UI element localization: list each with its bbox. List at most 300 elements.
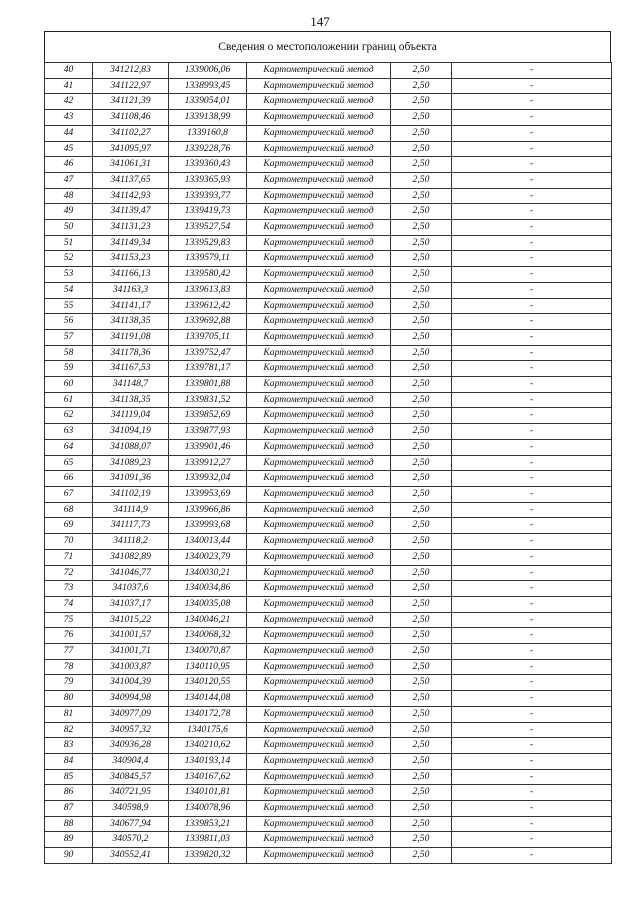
description-cell: - xyxy=(452,502,612,518)
method-cell: Картометрический метод xyxy=(247,329,391,345)
y-coordinate-cell: 1340175,6 xyxy=(169,722,247,738)
table-row xyxy=(45,785,612,801)
description-cell: - xyxy=(452,596,612,612)
point-number-cell: 57 xyxy=(45,329,93,345)
table-row xyxy=(45,738,612,754)
table-body xyxy=(45,63,612,864)
point-number-cell: 84 xyxy=(45,753,93,769)
y-coordinate-cell: 1339419,73 xyxy=(169,204,247,220)
method-cell: Картометрический метод xyxy=(247,361,391,377)
x-coordinate-cell: 341142,93 xyxy=(93,188,169,204)
table-row xyxy=(45,675,612,691)
accuracy-cell: 2,50 xyxy=(391,722,452,738)
x-coordinate-cell: 341121,39 xyxy=(93,94,169,110)
method-cell: Картометрический метод xyxy=(247,769,391,785)
y-coordinate-cell: 1339877,93 xyxy=(169,424,247,440)
table-row xyxy=(45,706,612,722)
x-coordinate-cell: 341046,77 xyxy=(93,565,169,581)
table-row xyxy=(45,832,612,848)
point-number-cell: 49 xyxy=(45,204,93,220)
table-row xyxy=(45,377,612,393)
method-cell: Картометрический метод xyxy=(247,518,391,534)
y-coordinate-cell: 1339529,83 xyxy=(169,235,247,251)
table-row xyxy=(45,659,612,675)
description-cell: - xyxy=(452,157,612,173)
accuracy-cell: 2,50 xyxy=(391,581,452,597)
x-coordinate-cell: 340677,94 xyxy=(93,816,169,832)
accuracy-cell: 2,50 xyxy=(391,675,452,691)
method-cell: Картометрический метод xyxy=(247,706,391,722)
method-cell: Картометрический метод xyxy=(247,502,391,518)
table-row xyxy=(45,502,612,518)
x-coordinate-cell: 341089,23 xyxy=(93,455,169,471)
y-coordinate-cell: 1339831,52 xyxy=(169,392,247,408)
x-coordinate-cell: 341163,3 xyxy=(93,282,169,298)
description-cell: - xyxy=(452,722,612,738)
method-cell: Картометрический метод xyxy=(247,392,391,408)
point-number-cell: 45 xyxy=(45,141,93,157)
description-cell: - xyxy=(452,172,612,188)
accuracy-cell: 2,50 xyxy=(391,188,452,204)
y-coordinate-cell: 1339752,47 xyxy=(169,345,247,361)
description-cell: - xyxy=(452,706,612,722)
point-number-cell: 82 xyxy=(45,722,93,738)
method-cell: Картометрический метод xyxy=(247,581,391,597)
accuracy-cell: 2,50 xyxy=(391,565,452,581)
description-cell: - xyxy=(452,63,612,79)
y-coordinate-cell: 1339966,86 xyxy=(169,502,247,518)
description-cell: - xyxy=(452,486,612,502)
table-row xyxy=(45,486,612,502)
y-coordinate-cell: 1339006,06 xyxy=(169,63,247,79)
point-number-cell: 41 xyxy=(45,78,93,94)
description-cell: - xyxy=(452,361,612,377)
table-row xyxy=(45,361,612,377)
description-cell: - xyxy=(452,345,612,361)
description-cell: - xyxy=(452,612,612,628)
accuracy-cell: 2,50 xyxy=(391,408,452,424)
accuracy-cell: 2,50 xyxy=(391,110,452,126)
method-cell: Картометрический метод xyxy=(247,125,391,141)
accuracy-cell: 2,50 xyxy=(391,125,452,141)
method-cell: Картометрический метод xyxy=(247,314,391,330)
point-number-cell: 74 xyxy=(45,596,93,612)
accuracy-cell: 2,50 xyxy=(391,502,452,518)
x-coordinate-cell: 341004,39 xyxy=(93,675,169,691)
point-number-cell: 63 xyxy=(45,424,93,440)
x-coordinate-cell: 341149,34 xyxy=(93,235,169,251)
y-coordinate-cell: 1339993,68 xyxy=(169,518,247,534)
accuracy-cell: 2,50 xyxy=(391,204,452,220)
method-cell: Картометрический метод xyxy=(247,63,391,79)
accuracy-cell: 2,50 xyxy=(391,691,452,707)
point-number-cell: 68 xyxy=(45,502,93,518)
x-coordinate-cell: 341037,6 xyxy=(93,581,169,597)
x-coordinate-cell: 340904,4 xyxy=(93,753,169,769)
x-coordinate-cell: 341015,22 xyxy=(93,612,169,628)
accuracy-cell: 2,50 xyxy=(391,706,452,722)
description-cell: - xyxy=(452,282,612,298)
accuracy-cell: 2,50 xyxy=(391,738,452,754)
x-coordinate-cell: 341167,53 xyxy=(93,361,169,377)
method-cell: Картометрический метод xyxy=(247,565,391,581)
method-cell: Картометрический метод xyxy=(247,644,391,660)
point-number-cell: 89 xyxy=(45,832,93,848)
method-cell: Картометрический метод xyxy=(247,675,391,691)
table-row xyxy=(45,345,612,361)
y-coordinate-cell: 1339365,93 xyxy=(169,172,247,188)
description-cell: - xyxy=(452,125,612,141)
table-row xyxy=(45,753,612,769)
y-coordinate-cell: 1339580,42 xyxy=(169,267,247,283)
point-number-cell: 48 xyxy=(45,188,93,204)
description-cell: - xyxy=(452,188,612,204)
point-number-cell: 60 xyxy=(45,377,93,393)
table-row xyxy=(45,235,612,251)
x-coordinate-cell: 341118,2 xyxy=(93,534,169,550)
method-cell: Картометрический метод xyxy=(247,738,391,754)
table-row xyxy=(45,549,612,565)
method-cell: Картометрический метод xyxy=(247,94,391,110)
method-cell: Картометрический метод xyxy=(247,172,391,188)
table-row xyxy=(45,392,612,408)
y-coordinate-cell: 1339912,27 xyxy=(169,455,247,471)
table-row xyxy=(45,628,612,644)
point-number-cell: 79 xyxy=(45,675,93,691)
description-cell: - xyxy=(452,235,612,251)
description-cell: - xyxy=(452,329,612,345)
description-cell: - xyxy=(452,94,612,110)
x-coordinate-cell: 341117,73 xyxy=(93,518,169,534)
x-coordinate-cell: 341095,97 xyxy=(93,141,169,157)
y-coordinate-cell: 1340030,21 xyxy=(169,565,247,581)
table-row xyxy=(45,298,612,314)
y-coordinate-cell: 1339138,99 xyxy=(169,110,247,126)
y-coordinate-cell: 1340046,21 xyxy=(169,612,247,628)
accuracy-cell: 2,50 xyxy=(391,314,452,330)
accuracy-cell: 2,50 xyxy=(391,753,452,769)
method-cell: Картометрический метод xyxy=(247,188,391,204)
accuracy-cell: 2,50 xyxy=(391,534,452,550)
y-coordinate-cell: 1340068,32 xyxy=(169,628,247,644)
point-number-cell: 87 xyxy=(45,801,93,817)
description-cell: - xyxy=(452,801,612,817)
method-cell: Картометрический метод xyxy=(247,832,391,848)
point-number-cell: 76 xyxy=(45,628,93,644)
accuracy-cell: 2,50 xyxy=(391,157,452,173)
table-row xyxy=(45,329,612,345)
table-row xyxy=(45,204,612,220)
x-coordinate-cell: 341137,65 xyxy=(93,172,169,188)
description-cell: - xyxy=(452,565,612,581)
method-cell: Картометрический метод xyxy=(247,235,391,251)
point-number-cell: 69 xyxy=(45,518,93,534)
x-coordinate-cell: 341082,89 xyxy=(93,549,169,565)
method-cell: Картометрический метод xyxy=(247,267,391,283)
x-coordinate-cell: 340977,09 xyxy=(93,706,169,722)
y-coordinate-cell: 1339613,83 xyxy=(169,282,247,298)
description-cell: - xyxy=(452,644,612,660)
table-row xyxy=(45,94,612,110)
accuracy-cell: 2,50 xyxy=(391,78,452,94)
method-cell: Картометрический метод xyxy=(247,282,391,298)
point-number-cell: 65 xyxy=(45,455,93,471)
point-number-cell: 88 xyxy=(45,816,93,832)
accuracy-cell: 2,50 xyxy=(391,596,452,612)
method-cell: Картометрический метод xyxy=(247,471,391,487)
x-coordinate-cell: 341139,47 xyxy=(93,204,169,220)
table-row xyxy=(45,816,612,832)
point-number-cell: 77 xyxy=(45,644,93,660)
point-number-cell: 59 xyxy=(45,361,93,377)
accuracy-cell: 2,50 xyxy=(391,361,452,377)
y-coordinate-cell: 1339360,43 xyxy=(169,157,247,173)
description-cell: - xyxy=(452,204,612,220)
table-row xyxy=(45,455,612,471)
method-cell: Картометрический метод xyxy=(247,596,391,612)
method-cell: Картометрический метод xyxy=(247,659,391,675)
x-coordinate-cell: 341003,87 xyxy=(93,659,169,675)
method-cell: Картометрический метод xyxy=(247,848,391,864)
point-number-cell: 44 xyxy=(45,125,93,141)
description-cell: - xyxy=(452,439,612,455)
x-coordinate-cell: 341166,13 xyxy=(93,267,169,283)
accuracy-cell: 2,50 xyxy=(391,345,452,361)
accuracy-cell: 2,50 xyxy=(391,329,452,345)
table-row xyxy=(45,125,612,141)
point-number-cell: 67 xyxy=(45,486,93,502)
x-coordinate-cell: 341148,7 xyxy=(93,377,169,393)
table-row xyxy=(45,188,612,204)
description-cell: - xyxy=(452,408,612,424)
description-cell: - xyxy=(452,534,612,550)
point-number-cell: 85 xyxy=(45,769,93,785)
point-number-cell: 78 xyxy=(45,659,93,675)
table-row xyxy=(45,267,612,283)
x-coordinate-cell: 341001,71 xyxy=(93,644,169,660)
y-coordinate-cell: 1340110,95 xyxy=(169,659,247,675)
accuracy-cell: 2,50 xyxy=(391,424,452,440)
accuracy-cell: 2,50 xyxy=(391,785,452,801)
point-number-cell: 58 xyxy=(45,345,93,361)
table-row xyxy=(45,157,612,173)
point-number-cell: 54 xyxy=(45,282,93,298)
point-number-cell: 90 xyxy=(45,848,93,864)
method-cell: Картометрический метод xyxy=(247,801,391,817)
description-cell: - xyxy=(452,675,612,691)
table-row xyxy=(45,63,612,79)
y-coordinate-cell: 1339054,01 xyxy=(169,94,247,110)
method-cell: Картометрический метод xyxy=(247,377,391,393)
method-cell: Картометрический метод xyxy=(247,785,391,801)
x-coordinate-cell: 341108,46 xyxy=(93,110,169,126)
y-coordinate-cell: 1340172,78 xyxy=(169,706,247,722)
x-coordinate-cell: 341091,36 xyxy=(93,471,169,487)
accuracy-cell: 2,50 xyxy=(391,267,452,283)
accuracy-cell: 2,50 xyxy=(391,549,452,565)
accuracy-cell: 2,50 xyxy=(391,282,452,298)
method-cell: Картометрический метод xyxy=(247,486,391,502)
description-cell: - xyxy=(452,785,612,801)
table-row xyxy=(45,801,612,817)
y-coordinate-cell: 1339953,69 xyxy=(169,486,247,502)
accuracy-cell: 2,50 xyxy=(391,141,452,157)
description-cell: - xyxy=(452,251,612,267)
accuracy-cell: 2,50 xyxy=(391,659,452,675)
table-row xyxy=(45,612,612,628)
point-number-cell: 55 xyxy=(45,298,93,314)
y-coordinate-cell: 1340167,62 xyxy=(169,769,247,785)
boundary-points-table xyxy=(44,62,612,864)
method-cell: Картометрический метод xyxy=(247,141,391,157)
accuracy-cell: 2,50 xyxy=(391,172,452,188)
table-row xyxy=(45,251,612,267)
description-cell: - xyxy=(452,581,612,597)
description-cell: - xyxy=(452,141,612,157)
y-coordinate-cell: 1340035,08 xyxy=(169,596,247,612)
table-row xyxy=(45,424,612,440)
point-number-cell: 42 xyxy=(45,94,93,110)
x-coordinate-cell: 340936,28 xyxy=(93,738,169,754)
accuracy-cell: 2,50 xyxy=(391,392,452,408)
point-number-cell: 66 xyxy=(45,471,93,487)
description-cell: - xyxy=(452,424,612,440)
x-coordinate-cell: 341153,23 xyxy=(93,251,169,267)
method-cell: Картометрический метод xyxy=(247,157,391,173)
table-row xyxy=(45,78,612,94)
description-cell: - xyxy=(452,392,612,408)
accuracy-cell: 2,50 xyxy=(391,63,452,79)
table-row xyxy=(45,314,612,330)
method-cell: Картометрический метод xyxy=(247,612,391,628)
point-number-cell: 72 xyxy=(45,565,93,581)
x-coordinate-cell: 340552,41 xyxy=(93,848,169,864)
point-number-cell: 70 xyxy=(45,534,93,550)
accuracy-cell: 2,50 xyxy=(391,644,452,660)
accuracy-cell: 2,50 xyxy=(391,298,452,314)
method-cell: Картометрический метод xyxy=(247,549,391,565)
x-coordinate-cell: 341178,36 xyxy=(93,345,169,361)
accuracy-cell: 2,50 xyxy=(391,471,452,487)
description-cell: - xyxy=(452,769,612,785)
description-cell: - xyxy=(452,659,612,675)
method-cell: Картометрический метод xyxy=(247,408,391,424)
y-coordinate-cell: 1340120,55 xyxy=(169,675,247,691)
y-coordinate-cell: 1339705,11 xyxy=(169,329,247,345)
accuracy-cell: 2,50 xyxy=(391,455,452,471)
description-cell: - xyxy=(452,549,612,565)
page-number: 147 xyxy=(310,14,330,29)
description-cell: - xyxy=(452,78,612,94)
x-coordinate-cell: 341138,35 xyxy=(93,314,169,330)
x-coordinate-cell: 340845,57 xyxy=(93,769,169,785)
x-coordinate-cell: 341119,04 xyxy=(93,408,169,424)
y-coordinate-cell: 1340101,81 xyxy=(169,785,247,801)
y-coordinate-cell: 1339612,42 xyxy=(169,298,247,314)
method-cell: Картометрический метод xyxy=(247,455,391,471)
x-coordinate-cell: 341141,17 xyxy=(93,298,169,314)
point-number-cell: 47 xyxy=(45,172,93,188)
method-cell: Картометрический метод xyxy=(247,298,391,314)
point-number-cell: 81 xyxy=(45,706,93,722)
description-cell: - xyxy=(452,377,612,393)
table-row xyxy=(45,581,612,597)
table-row xyxy=(45,471,612,487)
table-row xyxy=(45,722,612,738)
table-row xyxy=(45,565,612,581)
x-coordinate-cell: 340721,95 xyxy=(93,785,169,801)
description-cell: - xyxy=(452,753,612,769)
x-coordinate-cell: 341122,97 xyxy=(93,78,169,94)
method-cell: Картометрический метод xyxy=(247,78,391,94)
point-number-cell: 71 xyxy=(45,549,93,565)
y-coordinate-cell: 1340034,86 xyxy=(169,581,247,597)
x-coordinate-cell: 341094,19 xyxy=(93,424,169,440)
description-cell: - xyxy=(452,110,612,126)
point-number-cell: 86 xyxy=(45,785,93,801)
table-row xyxy=(45,534,612,550)
description-cell: - xyxy=(452,298,612,314)
y-coordinate-cell: 1339901,46 xyxy=(169,439,247,455)
y-coordinate-cell: 1340144,08 xyxy=(169,691,247,707)
accuracy-cell: 2,50 xyxy=(391,439,452,455)
y-coordinate-cell: 1340070,87 xyxy=(169,644,247,660)
y-coordinate-cell: 1339527,54 xyxy=(169,220,247,236)
accuracy-cell: 2,50 xyxy=(391,801,452,817)
point-number-cell: 53 xyxy=(45,267,93,283)
description-cell: - xyxy=(452,848,612,864)
description-cell: - xyxy=(452,628,612,644)
accuracy-cell: 2,50 xyxy=(391,612,452,628)
method-cell: Картометрический метод xyxy=(247,439,391,455)
description-cell: - xyxy=(452,471,612,487)
table-row xyxy=(45,141,612,157)
description-cell: - xyxy=(452,314,612,330)
point-number-cell: 52 xyxy=(45,251,93,267)
table-row xyxy=(45,596,612,612)
accuracy-cell: 2,50 xyxy=(391,769,452,785)
y-coordinate-cell: 1339781,17 xyxy=(169,361,247,377)
x-coordinate-cell: 341102,19 xyxy=(93,486,169,502)
point-number-cell: 40 xyxy=(45,63,93,79)
x-coordinate-cell: 340598,9 xyxy=(93,801,169,817)
boundary-table-frame xyxy=(44,31,611,864)
table-title: Сведения о местоположении границ объекта xyxy=(44,31,611,62)
y-coordinate-cell: 1339579,11 xyxy=(169,251,247,267)
y-coordinate-cell: 1338993,45 xyxy=(169,78,247,94)
y-coordinate-cell: 1340193,14 xyxy=(169,753,247,769)
table-row xyxy=(45,110,612,126)
table-row xyxy=(45,769,612,785)
description-cell: - xyxy=(452,832,612,848)
table-row xyxy=(45,848,612,864)
point-number-cell: 64 xyxy=(45,439,93,455)
x-coordinate-cell: 341114,9 xyxy=(93,502,169,518)
table-row xyxy=(45,439,612,455)
method-cell: Картометрический метод xyxy=(247,722,391,738)
x-coordinate-cell: 340994,98 xyxy=(93,691,169,707)
y-coordinate-cell: 1339820,32 xyxy=(169,848,247,864)
y-coordinate-cell: 1339228,76 xyxy=(169,141,247,157)
table-row xyxy=(45,691,612,707)
accuracy-cell: 2,50 xyxy=(391,518,452,534)
accuracy-cell: 2,50 xyxy=(391,486,452,502)
method-cell: Картометрический метод xyxy=(247,220,391,236)
accuracy-cell: 2,50 xyxy=(391,94,452,110)
accuracy-cell: 2,50 xyxy=(391,628,452,644)
accuracy-cell: 2,50 xyxy=(391,832,452,848)
accuracy-cell: 2,50 xyxy=(391,235,452,251)
